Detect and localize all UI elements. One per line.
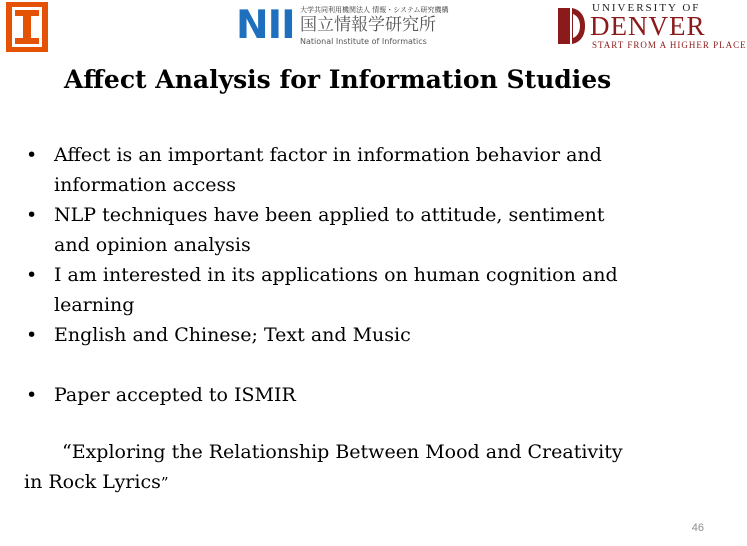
bullet-text-line: Affect is an important factor in information behavior and [54, 144, 602, 166]
bullet-spacer [24, 350, 724, 380]
nii-logo-small-line: 大学共同利用機関法人 情報・システム研究機構 [300, 6, 449, 14]
bullet-list [24, 140, 724, 410]
bullet-text-line: and opinion analysis [54, 234, 251, 256]
open-quote-mark: “ [62, 441, 72, 463]
du-emblem-icon [556, 6, 586, 46]
nii-logo-kanji: 国立情報学研究所 [300, 15, 436, 35]
bullet-text-line: information access [54, 174, 236, 196]
bullet-text-line: Paper accepted to ISMIR [54, 384, 296, 406]
illinois-logo-stem [23, 16, 31, 38]
du-logo-university: UNIVERSITY OF [592, 2, 701, 14]
nii-logo-english: National Institute of Informatics [300, 37, 427, 46]
du-logo-tagline: START FROM A HIGHER PLACE [592, 40, 747, 50]
bullet-marker: • [26, 204, 38, 226]
close-quote-mark: ” [160, 474, 169, 492]
slide-title: Affect Analysis for Information Studies [64, 65, 612, 94]
bullet-marker: • [26, 384, 38, 406]
illinois-logo-bottom-bar [15, 38, 39, 44]
bullet-item-interest [24, 260, 724, 320]
bullet-item-affect [24, 140, 724, 200]
bullet-marker: • [26, 324, 38, 346]
bullet-text-line: learning [54, 294, 135, 316]
bullet-text-line: English and Chinese; Text and Music [54, 324, 411, 346]
bullet-item-languages [24, 320, 724, 350]
illinois-logo-inner [12, 7, 42, 47]
bullet-item-nlp [24, 200, 724, 260]
bullet-text-line: I am interested in its applications on human cognition and [54, 264, 618, 286]
nii-logo [236, 4, 456, 48]
paper-title-line-2 [24, 467, 724, 498]
paper-title-text-2: in Rock Lyrics [24, 471, 161, 493]
bullet-text-line: NLP techniques have been applied to attitude, sentiment [54, 204, 605, 226]
page-number: 46 [691, 522, 704, 534]
illinois-logo [6, 2, 48, 52]
du-logo-denver: DENVER [590, 11, 706, 41]
paper-title-line-1 [24, 437, 724, 467]
paper-title-quote [24, 437, 724, 498]
paper-title-text-1: Exploring the Relationship Between Mood and Creativity [71, 441, 623, 463]
bullet-item-paper [24, 380, 724, 410]
university-of-denver-logo [556, 2, 747, 50]
bullet-marker: • [26, 264, 38, 286]
bullet-marker: • [26, 144, 38, 166]
nii-logo-letters: NII [236, 3, 295, 48]
